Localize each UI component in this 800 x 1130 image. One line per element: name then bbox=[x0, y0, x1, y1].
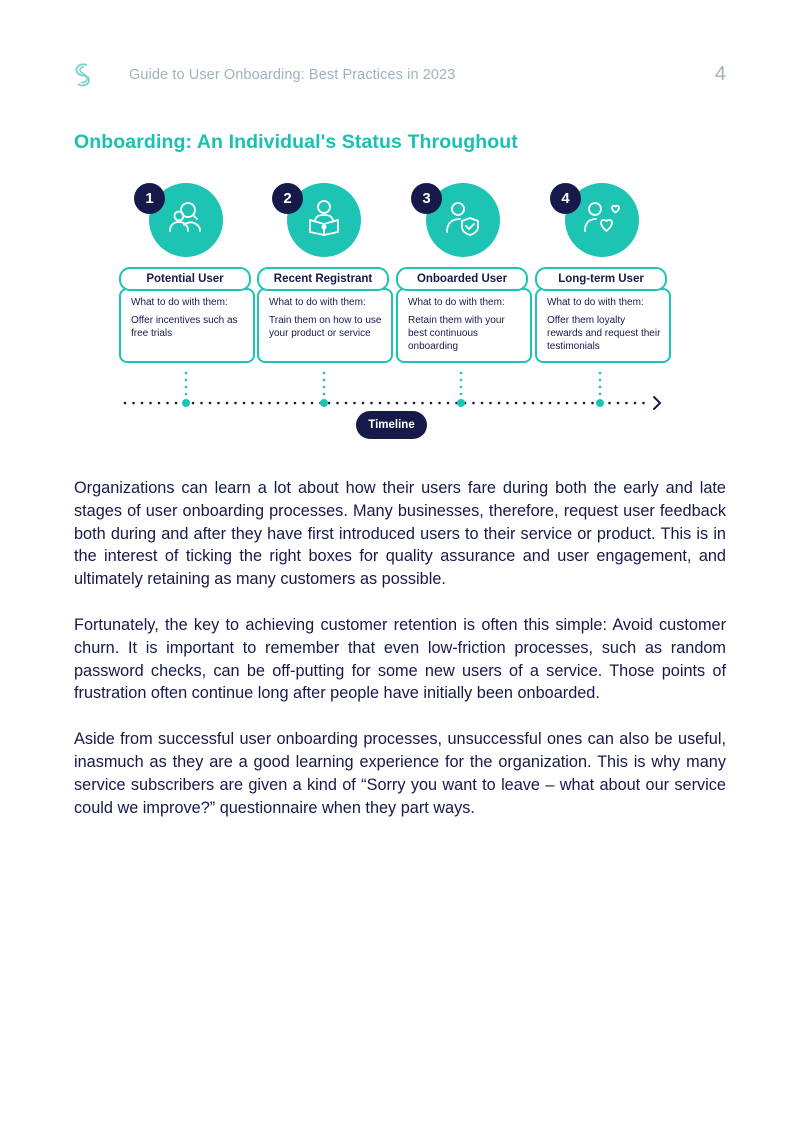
stage-3-card-heading: What to do with them: bbox=[408, 297, 505, 308]
user-search-icon bbox=[166, 198, 206, 238]
stage-1 bbox=[119, 175, 251, 375]
stage-3-label: Onboarded User bbox=[396, 267, 528, 291]
stage-2 bbox=[257, 175, 389, 375]
stage-1-card-text: Offer incentives such as free trials bbox=[131, 315, 238, 339]
section-title: Onboarding: An Individual's Status Throughout bbox=[74, 131, 518, 153]
logo-s-icon bbox=[74, 62, 92, 88]
stage-3 bbox=[396, 175, 528, 375]
stage-3-card-text: Retain them with your best continuous onboarding bbox=[408, 315, 505, 352]
stage-2-number: 2 bbox=[272, 183, 303, 214]
body-text bbox=[74, 477, 726, 842]
onboarding-diagram bbox=[0, 175, 800, 450]
stage-2-card-heading: What to do with them: bbox=[269, 297, 366, 308]
stage-2-card bbox=[257, 288, 393, 363]
stage-4 bbox=[535, 175, 667, 375]
stage-4-number: 4 bbox=[550, 183, 581, 214]
stage-2-label: Recent Registrant bbox=[257, 267, 389, 291]
timeline-label: Timeline bbox=[356, 411, 427, 439]
paragraph-3: Aside from successful user onboarding processes, unsuccessful ones can also be useful, inasmuch as they are a good learning experience for the organization. This is why many service subscribers are given a kind of “Sorry you want to leave – what about our service could we improve?” questionnaire when they part ways. bbox=[74, 730, 726, 817]
user-hearts-icon bbox=[582, 198, 622, 238]
stage-1-card bbox=[119, 288, 255, 363]
page-number: 4 bbox=[714, 63, 726, 85]
stage-3-number: 3 bbox=[411, 183, 442, 214]
page-header bbox=[74, 62, 726, 92]
stage-1-number: 1 bbox=[134, 183, 165, 214]
paragraph-2: Fortunately, the key to achieving customer retention is often this simple: Avoid customer churn. It is important to remember that even low-friction processes, such as random password checks, can be off-putting for some new users of a service. Those points of frustration often continue long after people have initially been onboarded. bbox=[74, 615, 726, 703]
stage-1-card-heading: What to do with them: bbox=[131, 297, 228, 308]
stage-2-card-text: Train them on how to use your product or service bbox=[269, 315, 382, 339]
stage-4-card bbox=[535, 288, 671, 363]
paragraph-1: Organizations can learn a lot about how their users fare during both the early and late stages of user onboarding processes. Many businesses, therefore, request user feedback both during and after they have first introduced users to their service or product. This is in the interest of ticking the right boxes for quality assurance and user engagement, and ultimately retaining as many customers as possible. bbox=[74, 479, 726, 589]
user-reading-icon bbox=[304, 198, 344, 238]
stage-4-label: Long-term User bbox=[535, 267, 667, 291]
stage-3-card bbox=[396, 288, 532, 363]
stage-1-label: Potential User bbox=[119, 267, 251, 291]
user-shield-icon bbox=[443, 198, 483, 238]
stage-4-card-heading: What to do with them: bbox=[547, 297, 644, 308]
header-title: Guide to User Onboarding: Best Practices in 2023 bbox=[129, 67, 456, 83]
stage-4-card-text: Offer them loyalty rewards and request their testimonials bbox=[547, 315, 661, 352]
